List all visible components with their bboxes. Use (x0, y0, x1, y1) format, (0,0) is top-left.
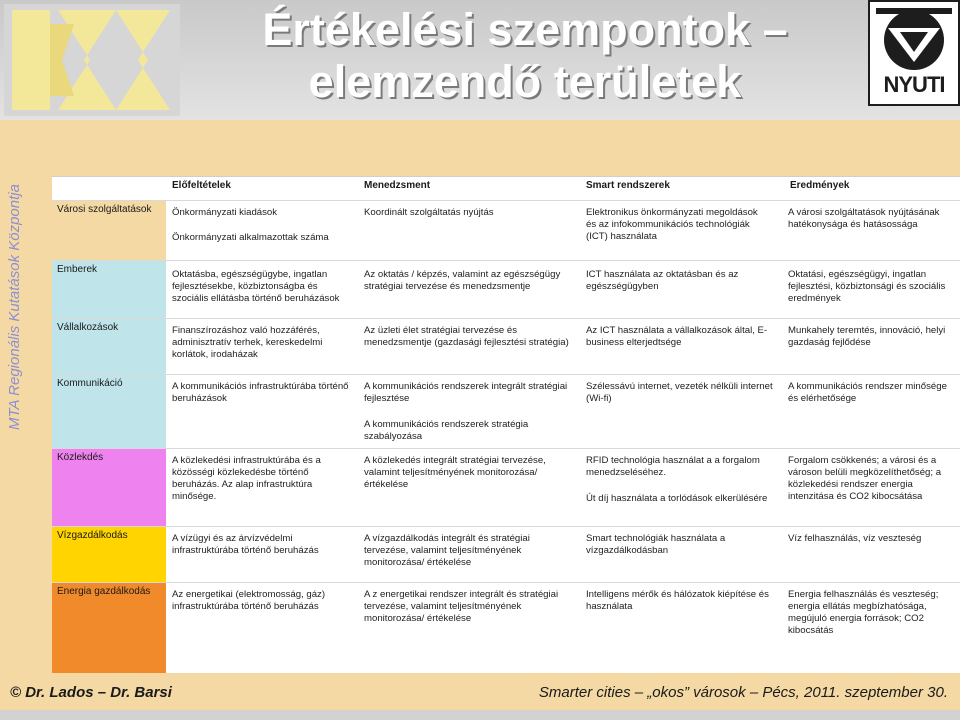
footer (0, 680, 960, 710)
cell-text: Szélessávú internet, vezeték nélküli internet (Wi-fi) (586, 381, 773, 404)
header-band (0, 0, 960, 120)
row-label-people: Emberek (52, 261, 166, 318)
cell-text: Út díj használata a torlódások elkerülésére (586, 493, 768, 504)
cell-text: Intelligens mérők és hálózatok kiépítése és használata (586, 589, 769, 612)
cell-text: ICT használata az oktatásban és az egészségügyben (586, 269, 739, 292)
cell-text: Energia felhasználás és veszteség; energia ellátás megbízhatósága, megújuló energia források; CO2 kibocsátás (788, 589, 939, 636)
side-caption (4, 130, 28, 430)
row-label-water-management: Vízgazdálkodás (52, 527, 166, 582)
cell-text: A közlekedési infrastruktúrába és a közösségi közlekedésbe történő beruházás. Az alap infrastruktúra minősége. (172, 455, 321, 502)
cell-text: A vízgazdálkodás integrált és stratégiai tervezése, valamint teljesítményének monitorozása/ értékelése (364, 533, 530, 568)
nyuti-logo (868, 0, 960, 106)
cell-text: Forgalom csökkenés; a városi és a városon belüli megközelíthetőség; a közlekedési rendszer energia intenzitása és CO2 kibocsátása (788, 455, 942, 502)
cell-text: A kommunikációs rendszerek integrált stratégiai fejlesztése (364, 381, 568, 404)
table-row (52, 260, 960, 318)
table-row (52, 448, 960, 526)
cell-text: Oktatásba, egészségügybe, ingatlan fejlesztésekbe, közbiztonságba és szociális ellátásba történő beruházások (172, 269, 340, 304)
rk-logo (4, 4, 180, 116)
nyuti-emblem-icon (870, 2, 958, 72)
row-label-city-services: Városi szolgáltatások (52, 201, 166, 260)
cell-text: A kommunikációs infrastruktúrába történő beruházások (172, 381, 349, 404)
cell-text: Önkormányzati kiadások (172, 207, 278, 218)
page-title (180, 4, 870, 116)
cell-text: A z energetikai rendszer integrált és stratégiai tervezése, valamint teljesítményének monitorozása/ értékelése (364, 589, 559, 624)
cell-text: Önkormányzati alkalmazottak száma (172, 232, 329, 243)
cell-text: Oktatási, egészségügyi, ingatlan fejlesztési, közbiztonsági és szociális eredmények (788, 269, 946, 304)
bottom-strip (0, 710, 960, 720)
cell-text: Az üzleti élet stratégiai tervezése és menedzsmentje (gazdasági fejlesztési stratégia) (364, 325, 569, 348)
cell-text: Az energetikai (elektromosság, gáz) infrastruktúrába történő beruházás (172, 589, 326, 612)
row-label-energy-management: Energia gazdálkodás (52, 583, 166, 673)
column-header-results: Eredmények (790, 180, 850, 191)
column-header-preconditions: Előfeltételek (172, 180, 231, 191)
table-row (52, 318, 960, 374)
column-header-smart-systems: Smart rendszerek (586, 180, 670, 191)
row-label-transport: Közlekdés (52, 449, 166, 526)
table-row (52, 582, 960, 673)
title-line-1: Értékelési szempontok – (262, 4, 788, 55)
side-caption-text: MTA Regionális Kutatások Központja (6, 184, 23, 430)
cell-text: Smart technológiák használata a vízgazdálkodásban (586, 533, 726, 556)
cell-text: A közlekedés integrált stratégiai tervezése, valamint teljesítményének monitorozása/ értékelése (364, 455, 546, 490)
row-label-communication: Kommunikáció (52, 375, 166, 448)
cell-text: RFID technológia használat a a forgalom menedzseléséhez. (586, 455, 760, 478)
title-line-2: elemzendő területek (308, 56, 742, 107)
nyuti-logo-text: NYUTI (883, 72, 945, 97)
cell-text: Koordinált szolgáltatás nyújtás (364, 207, 494, 218)
table-row (52, 526, 960, 582)
cell-text: Finanszírozáshoz való hozzáférés, adminisztratív terhek, kereskedelmi korlátok, irodaházak (172, 325, 323, 360)
footer-event: Smarter cities – „okos” városok – Pécs, 2011. szeptember 30. (538, 684, 948, 701)
cell-text: Víz felhasználás, víz veszteség (788, 533, 922, 544)
table-row (52, 200, 960, 260)
cell-text: A vízügyi és az árvízvédelmi infrastruktúrába történő beruházás (172, 533, 319, 556)
cell-text: A kommunikációs rendszerek stratégia szabályozása (364, 419, 529, 442)
column-header-management: Menedzsment (364, 180, 431, 191)
cell-text: A városi szolgáltatások nyújtásának hatékonysága és hatásossága (788, 207, 940, 230)
cell-text: Munkahely teremtés, innováció, helyi gazdaság fejlődése (788, 325, 946, 348)
footer-authors: © Dr. Lados – Dr. Barsi (10, 684, 172, 701)
cell-text: Az oktatás / képzés, valamint az egészségügy stratégiai tervezése és menedzsmentje (364, 269, 561, 292)
cell-text: Elektronikus önkormányzati megoldások és az infokommunikációs technológiák (ICT) használata (586, 207, 758, 242)
table-row (52, 374, 960, 448)
cell-text: A kommunikációs rendszer minősége és elérhetősége (788, 381, 947, 404)
cell-text: Az ICT használata a vállalkozások által, E-business elterjedtsége (586, 325, 768, 348)
row-label-enterprises: Vállalkozások (52, 319, 166, 374)
